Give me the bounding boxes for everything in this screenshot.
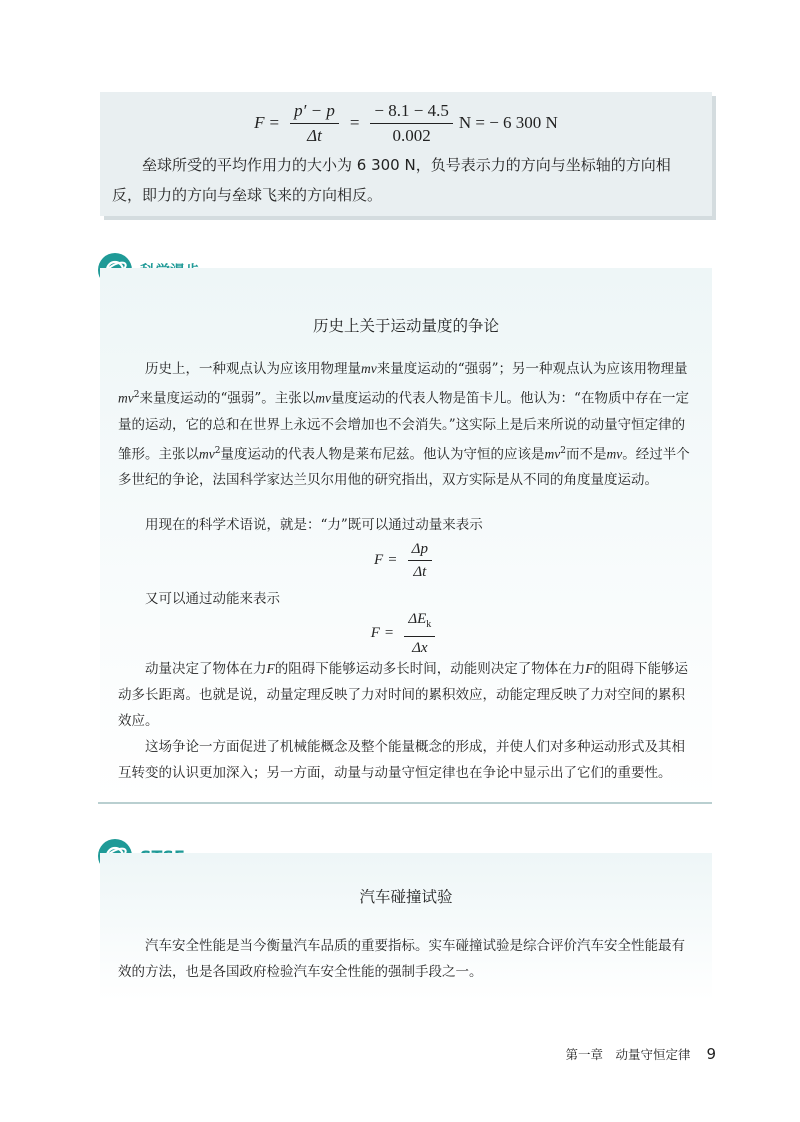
eq-lhs: F: [370, 625, 380, 641]
eq-lhs: F: [374, 552, 384, 568]
eq-sign: =: [388, 552, 397, 568]
fraction-momentum: [290, 101, 339, 146]
numerator-text: ΔE: [408, 611, 427, 627]
stse-reading-panel: [100, 853, 712, 1001]
chapter-title: 第一章 动量守恒定律: [565, 1047, 691, 1062]
text-run: 的阻碍下能够运动多长时间，动能则决定了物体在力: [274, 661, 586, 677]
history-paragraph: [118, 356, 698, 493]
example-box: [100, 92, 712, 216]
fraction-denominator: Δt: [413, 564, 427, 580]
energy-paragraph: 又可以通过动能来表示: [145, 591, 280, 607]
formula-f: F: [266, 661, 275, 676]
eq-sign: =: [269, 113, 280, 132]
force-equation: [100, 98, 712, 148]
formula-mv: mv: [606, 446, 623, 461]
fraction-numerator: [404, 610, 435, 637]
text-run: 而不是: [565, 446, 607, 462]
text-run: 。经过半个多世纪的争论，法国科学家达兰贝尔用他的研究指出，双方实际是从不同的角度量度运动。: [118, 446, 690, 488]
fraction-values: [370, 101, 452, 146]
text-run: 历史上，一种观点认为应该用物理量: [145, 361, 361, 377]
conclusion-paragraph: 这场争论一方面促进了机械能概念及整个能量概念的形成，并使人们对多种运动形式及其相互转变的认识更加深入；另一方面，动量与动量守恒定律也在争论中显示出了它们的重要性。: [118, 739, 685, 781]
eq-lhs: F: [254, 113, 265, 132]
subscript: k: [426, 619, 432, 630]
page-number: 9: [706, 1045, 716, 1063]
force-energy-equation: [100, 610, 712, 657]
fraction-denominator: Δx: [412, 640, 428, 656]
force-momentum-equation: [100, 540, 712, 581]
crash-test-paragraph: 汽车安全性能是当今衡量汽车品质的重要指标。实车碰撞试验是综合评价汽车安全性能最有效的方法，也是各国政府检验汽车安全性能的强制手段之一。: [118, 938, 685, 980]
fraction-denominator: 0.002: [392, 125, 431, 145]
formula-mv: mv: [199, 446, 215, 461]
superscript: 2: [133, 390, 140, 400]
formula-mv: mv: [118, 390, 134, 406]
text-run: 量度运动的代表人物是莱布尼兹。他认为守恒的应该是: [220, 446, 545, 462]
eq-sign: =: [384, 625, 394, 641]
text-run: 来量度运动的“强弱”；另一种观点认为应该用物理量: [376, 361, 688, 377]
fraction-numerator: p′ − p: [290, 101, 339, 124]
fraction-numerator: − 8.1 − 4.5: [370, 101, 452, 124]
text-run: 动量决定了物体在力: [145, 661, 267, 677]
fraction-denominator: Δt: [307, 125, 322, 145]
text-run: 的阻碍下能够运动多长距离。也就是说，动量定理反映了力对时间的累积效应，动能定理反映了力对空间的累积效应。: [118, 661, 688, 729]
formula-mv: mv: [361, 361, 377, 376]
example-conclusion: 垒球所受的平均作用力的大小为 6 300 N，负号表示力的方向与坐标轴的方向相反，即力的方向与垒球飞来的方向相反。: [112, 156, 671, 204]
reading-title: 汽车碰撞试验: [359, 888, 453, 906]
term-paragraph: 用现在的科学术语说，就是：“力”既可以通过动量来表示: [145, 517, 483, 533]
page-footer: [500, 1044, 716, 1064]
text-run: 来量度运动的“强弱”。主张以: [139, 390, 316, 407]
formula-mv: mv: [315, 390, 332, 406]
formula-f: F: [585, 661, 594, 676]
reading-title: 历史上关于运动量度的争论: [312, 317, 499, 335]
science-reading-panel: [100, 268, 712, 803]
superscript: 2: [214, 445, 221, 456]
text-run: 量度运动的代表人物是笛卡儿。他认为：“在物质中存在一定量的运动，它的总和在世界上永远不会增加也不会消失。”这实际上是后来所说的动量守恒定律的雏形。主张以: [118, 390, 689, 462]
eq-result: N = − 6 300 N: [458, 113, 558, 132]
formula-mv: mv: [544, 446, 561, 461]
fraction: [408, 540, 432, 581]
section-divider: [98, 802, 712, 804]
superscript: 2: [560, 445, 566, 456]
fraction-numerator: Δp: [408, 540, 432, 561]
momentum-energy-paragraph: [118, 656, 698, 734]
fraction: [404, 610, 435, 657]
eq-sign: =: [349, 113, 360, 132]
